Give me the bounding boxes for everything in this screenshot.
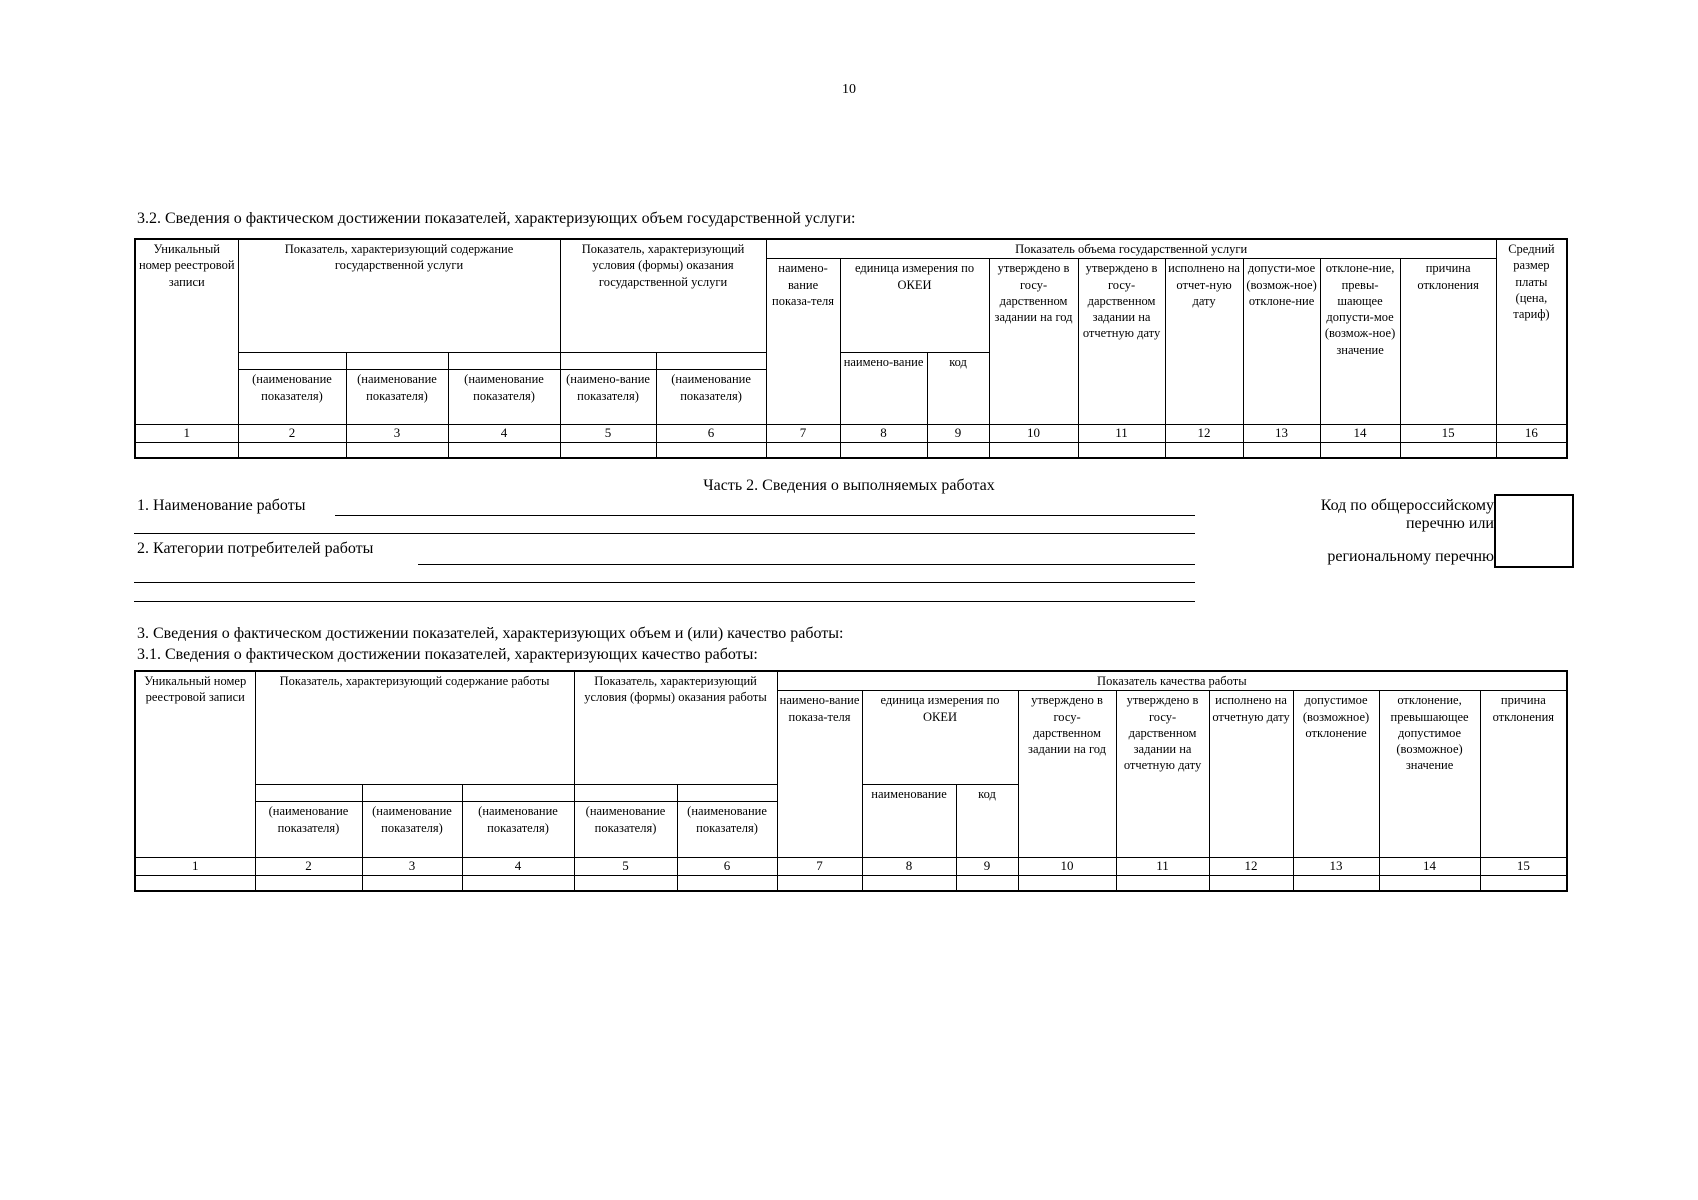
hdr-sub-name: (наименование показателя) <box>462 802 574 858</box>
column-number: 4 <box>448 425 560 443</box>
column-number: 14 <box>1320 425 1400 443</box>
section-3-title: 3. Сведения о фактическом достижении показателей, характеризующих объем и (или) качество работы: <box>137 625 844 642</box>
column-number: 7 <box>766 425 840 443</box>
column-number: 4 <box>462 858 574 876</box>
table-cell[interactable] <box>989 443 1078 459</box>
work-name-line[interactable] <box>335 515 1195 516</box>
consumers-line-2[interactable] <box>134 582 1195 583</box>
table-cell[interactable] <box>1209 876 1293 892</box>
hdr-sub-name: (наименование показателя) <box>656 370 766 425</box>
table-cell[interactable] <box>574 876 677 892</box>
table-cell[interactable] <box>927 443 989 459</box>
hdr-blank <box>238 353 346 370</box>
hdr-quality-indicator: Показатель качества работы <box>777 671 1567 691</box>
hdr-sub-name: (наименование показателя) <box>255 802 362 858</box>
table-cell[interactable] <box>656 443 766 459</box>
column-number: 2 <box>238 425 346 443</box>
table-cell[interactable] <box>1116 876 1209 892</box>
hdr-blank <box>346 353 448 370</box>
column-number: 11 <box>1078 425 1165 443</box>
hdr-conditions-indicator: Показатель, характеризующий условия (формы) оказания государственной услуги <box>560 239 766 353</box>
hdr-content-indicator: Показатель, характеризующий содержание государственной услуги <box>238 239 560 353</box>
hdr-approved-year: утверждено в госу-дарственном задании на год <box>989 259 1078 425</box>
work-name-line-2[interactable] <box>134 533 1195 534</box>
table-row <box>135 876 1567 892</box>
hdr-unit-name: наименование <box>862 785 956 858</box>
hdr-approved-date: утверждено в госу-дарственном задании на отчетную дату <box>1116 691 1209 858</box>
table-cell[interactable] <box>1243 443 1320 459</box>
table-cell[interactable] <box>1379 876 1480 892</box>
hdr-blank <box>656 353 766 370</box>
column-number: 2 <box>255 858 362 876</box>
column-number: 6 <box>656 425 766 443</box>
hdr-blank <box>362 785 462 802</box>
table-cell[interactable] <box>1400 443 1496 459</box>
volume-indicators-table <box>134 238 1568 459</box>
hdr-sub-name: (наименование показателя) <box>238 370 346 425</box>
column-number: 9 <box>956 858 1018 876</box>
column-number: 13 <box>1293 858 1379 876</box>
hdr-sub-name: (наименование показателя) <box>346 370 448 425</box>
table-cell[interactable] <box>560 443 656 459</box>
column-number: 15 <box>1480 858 1567 876</box>
table-cell[interactable] <box>1480 876 1567 892</box>
hdr-executed: исполнено на отчет-ную дату <box>1165 259 1243 425</box>
quality-indicators-table <box>134 670 1568 892</box>
hdr-avg-fee: Средний размер платы (цена, тариф) <box>1496 239 1567 425</box>
hdr-sub-name: (наименование показателя) <box>448 370 560 425</box>
column-number: 12 <box>1209 858 1293 876</box>
column-number: 3 <box>362 858 462 876</box>
hdr-unit-okei: единица измерения по ОКЕИ <box>862 691 1018 785</box>
code-label-3: региональному перечню <box>1327 548 1494 565</box>
table-cell[interactable] <box>1078 443 1165 459</box>
column-number: 13 <box>1243 425 1320 443</box>
hdr-blank <box>560 353 656 370</box>
work-name-label: 1. Наименование работы <box>137 497 306 514</box>
column-number: 11 <box>1116 858 1209 876</box>
hdr-allowed-deviation: допустимое (возможное) отклонение <box>1293 691 1379 858</box>
hdr-unit-code: код <box>927 353 989 425</box>
table-cell[interactable] <box>135 443 238 459</box>
table-cell[interactable] <box>448 443 560 459</box>
column-number: 6 <box>677 858 777 876</box>
column-number: 16 <box>1496 425 1567 443</box>
hdr-executed: исполнено на отчетную дату <box>1209 691 1293 858</box>
hdr-blank <box>255 785 362 802</box>
hdr-blank <box>462 785 574 802</box>
consumers-label: 2. Категории потребителей работы <box>137 540 374 557</box>
code-label-1: Код по общероссийскому <box>1320 497 1494 514</box>
consumers-line-3[interactable] <box>134 601 1195 602</box>
table-cell[interactable] <box>766 443 840 459</box>
table-cell[interactable] <box>1496 443 1567 459</box>
column-number: 10 <box>1018 858 1116 876</box>
table-row <box>135 443 1567 459</box>
hdr-blank <box>677 785 777 802</box>
hdr-deviation-reason: причина отклонения <box>1400 259 1496 425</box>
code-label-2: перечню или <box>1405 515 1494 532</box>
column-number: 15 <box>1400 425 1496 443</box>
table-cell[interactable] <box>840 443 927 459</box>
hdr-unit-code: код <box>956 785 1018 858</box>
table-cell[interactable] <box>135 876 255 892</box>
table-cell[interactable] <box>1320 443 1400 459</box>
hdr-sub-name: (наименование показателя) <box>362 802 462 858</box>
hdr-indicator-name: наимено-вание показа-теля <box>766 259 840 425</box>
hdr-volume-indicator: Показатель объема государственной услуги <box>766 239 1496 259</box>
table-cell[interactable] <box>462 876 574 892</box>
hdr-sub-name: (наимено-вание показателя) <box>560 370 656 425</box>
hdr-unique-number: Уникальный номер реестровой записи <box>135 671 255 858</box>
hdr-unit-name: наимено-вание <box>840 353 927 425</box>
table-cell[interactable] <box>1018 876 1116 892</box>
column-number: 14 <box>1379 858 1480 876</box>
hdr-allowed-deviation: допусти-мое (возмож-ное) отклоне-ние <box>1243 259 1320 425</box>
table-cell[interactable] <box>1293 876 1379 892</box>
column-number: 7 <box>777 858 862 876</box>
hdr-deviation-exceeding: отклоне-ние, превы-шающее допусти-мое (возмож-ное) значение <box>1320 259 1400 425</box>
hdr-unit-okei: единица измерения по ОКЕИ <box>840 259 989 353</box>
table-cell[interactable] <box>862 876 956 892</box>
column-number: 8 <box>840 425 927 443</box>
hdr-deviation-reason: причина отклонения <box>1480 691 1567 858</box>
table-cell[interactable] <box>238 443 346 459</box>
hdr-sub-name: (наименование показателя) <box>677 802 777 858</box>
column-number: 12 <box>1165 425 1243 443</box>
hdr-unique-number: Уникальный номер реестровой записи <box>135 239 238 425</box>
table-cell[interactable] <box>956 876 1018 892</box>
table-cell[interactable] <box>1165 443 1243 459</box>
part-2-title: Часть 2. Сведения о выполняемых работах <box>703 477 995 494</box>
column-number: 10 <box>989 425 1078 443</box>
column-number: 9 <box>927 425 989 443</box>
column-number: 8 <box>862 858 956 876</box>
registry-code-box[interactable] <box>1494 494 1574 568</box>
hdr-approved-date: утверждено в госу-дарственном задании на отчетную дату <box>1078 259 1165 425</box>
hdr-sub-name: (наименование показателя) <box>574 802 677 858</box>
table-cell[interactable] <box>677 876 777 892</box>
hdr-blank <box>574 785 677 802</box>
table-cell[interactable] <box>346 443 448 459</box>
table-cell[interactable] <box>777 876 862 892</box>
hdr-deviation-exceeding: отклонение, превышающее допустимое (возможное) значение <box>1379 691 1480 858</box>
column-number: 5 <box>574 858 677 876</box>
hdr-blank <box>448 353 560 370</box>
hdr-content-indicator: Показатель, характеризующий содержание работы <box>255 671 574 785</box>
column-number: 5 <box>560 425 656 443</box>
hdr-conditions-indicator: Показатель, характеризующий условия (формы) оказания работы <box>574 671 777 785</box>
hdr-approved-year: утверждено в госу-дарственном задании на год <box>1018 691 1116 858</box>
table-cell[interactable] <box>362 876 462 892</box>
table-cell[interactable] <box>255 876 362 892</box>
hdr-indicator-name: наимено-вание показа-теля <box>777 691 862 858</box>
section-3-1-title: 3.1. Сведения о фактическом достижении показателей, характеризующих качество работы: <box>137 646 758 663</box>
consumers-line[interactable] <box>418 564 1195 565</box>
page-number: 10 <box>842 82 856 97</box>
column-number: 1 <box>135 425 238 443</box>
section-3-2-title: 3.2. Сведения о фактическом достижении показателей, характеризующих объем государственной услуги: <box>137 210 856 227</box>
column-number: 1 <box>135 858 255 876</box>
column-number: 3 <box>346 425 448 443</box>
